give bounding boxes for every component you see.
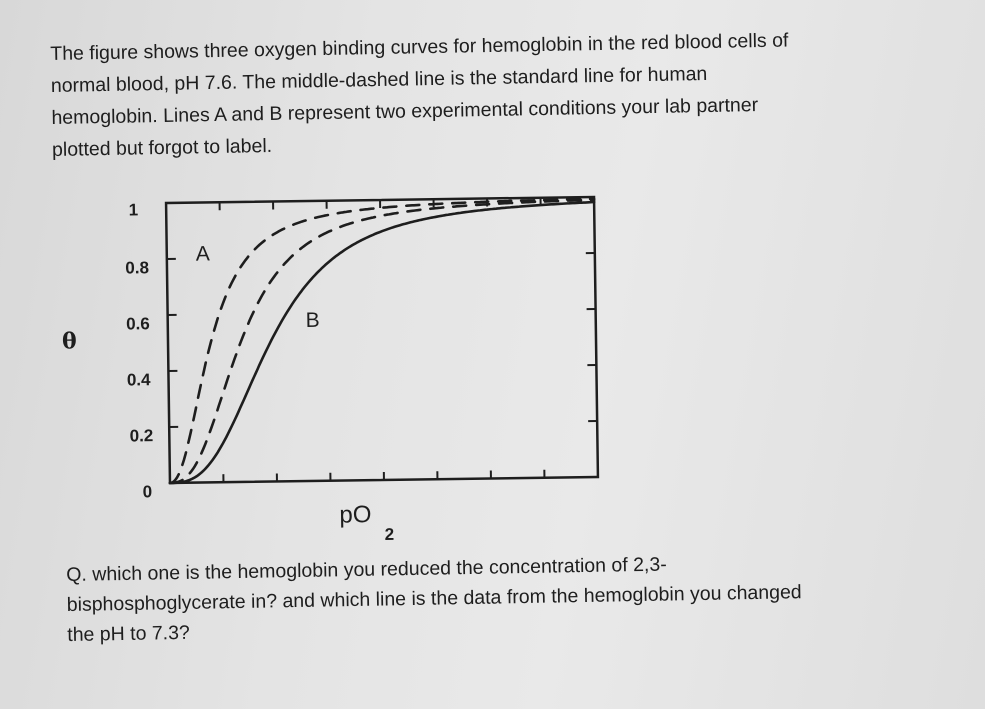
y-tick-label-0.2: 0.2 <box>129 426 154 446</box>
intro-line-1: The figure shows three oxygen binding curves for hemoglobin in the red blood cells of <box>50 29 789 65</box>
question-line-1: Q. which one is the hemoglobin you reduced the concentration of 2,3- <box>66 553 667 586</box>
y-axis-label-theta: θ <box>61 328 77 355</box>
intro-line-3: hemoglobin. Lines A and B represent two experimental conditions your lab partner <box>51 94 759 129</box>
question-line-2: bisphosphoglycerate in? and which line is the data from the hemoglobin you changed <box>66 581 802 616</box>
curves <box>166 199 598 483</box>
question-line-3: the pH to 7.3? <box>67 621 190 646</box>
curve-label-b: B <box>305 308 320 333</box>
tick-marks <box>166 197 598 483</box>
intro-line-4: plotted but forgot to label. <box>51 134 273 161</box>
y-tick-label-0: 0 <box>142 482 153 502</box>
curve-b <box>166 202 598 483</box>
intro-line-2: normal blood, pH 7.6. The middle-dashed line is the standard line for human <box>50 62 708 97</box>
plot-frame <box>166 197 598 483</box>
question-paragraph <box>66 544 967 650</box>
curve-standard <box>166 200 598 483</box>
x-axis-label-subscript: 2 <box>384 524 395 544</box>
y-tick-label-0.8: 0.8 <box>125 258 150 278</box>
curve-label-a: A <box>195 242 210 266</box>
y-tick-label-0.6: 0.6 <box>125 314 150 334</box>
y-tick-label-1: 1 <box>128 200 139 220</box>
curve-a <box>166 199 598 483</box>
y-tick-label-0.4: 0.4 <box>126 370 151 390</box>
x-axis-label: pO <box>339 501 372 529</box>
